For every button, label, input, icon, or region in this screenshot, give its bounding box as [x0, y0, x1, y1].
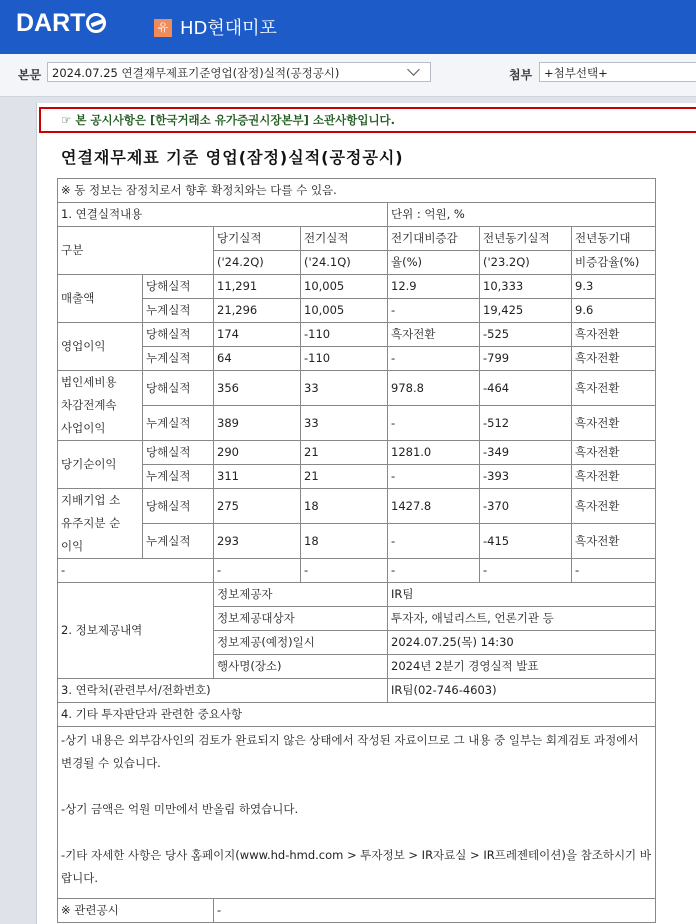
value-cell: -	[388, 347, 480, 371]
other-note-3: -기타 자세한 사항은 당사 홈페이지(www.hd-hmd.com > 투자정보 > IR자료실 > IR프레젠테이션)을 참조하시기 바랍니다.	[61, 848, 651, 885]
current-label: 당해실적	[143, 441, 214, 465]
value-cell: -	[388, 406, 480, 441]
header-qoq-1: 전기대비증감	[388, 227, 480, 251]
section3-title: 3. 연락처(관련부서/전화번호)	[58, 679, 388, 703]
header-yoy-rate-2: 비증감율(%)	[572, 251, 656, 275]
value-cell: 10,005	[301, 299, 388, 323]
value-cell: 290	[214, 441, 301, 465]
value-cell: 흑자전환	[572, 406, 656, 441]
value-cell: 19,425	[480, 299, 572, 323]
main-document-select[interactable]	[47, 62, 431, 82]
value-cell: -512	[480, 406, 572, 441]
main-document-value: 2024.07.25 연결재무제표기준영업(잠정)실적(공정공시)	[52, 66, 340, 80]
cumulative-label: 누계실적	[143, 299, 214, 323]
section4-title: 4. 기타 투자판단과 관련한 중요사항	[58, 703, 656, 727]
document-body	[36, 103, 696, 924]
attach-label: 첨부	[509, 68, 533, 82]
document-title: 연결재무제표 기준 영업(잠정)실적(공정공시)	[61, 148, 404, 167]
value-cell: -	[388, 524, 480, 559]
cumulative-label: 누계실적	[143, 406, 214, 441]
value-cell: 33	[301, 406, 388, 441]
row-name: 법인세비용 차감전계속 사업이익	[58, 371, 143, 441]
cumulative-label: 누계실적	[143, 524, 214, 559]
value-cell: 9.3	[572, 275, 656, 299]
logo-ring-icon	[86, 13, 106, 33]
value-cell: 356	[214, 371, 301, 406]
related-label: ※ 관련공시	[58, 899, 214, 923]
header-prev: 전기실적	[301, 227, 388, 251]
value-cell: 흑자전환	[572, 347, 656, 371]
value-cell: 흑자전환	[572, 524, 656, 559]
info-value: IR팀	[388, 583, 656, 607]
info-value: 2024.07.25(목) 14:30	[388, 631, 656, 655]
jurisdiction-notice: ☞ 본 공시사항은 [한국거래소 유가증권시장본부] 소관사항입니다.	[39, 107, 696, 133]
current-label: 당해실적	[143, 323, 214, 347]
note-cell: ※ 동 정보는 잠정치로서 향후 확정치와는 다를 수 있음.	[58, 179, 656, 203]
value-cell: 18	[301, 489, 388, 524]
dash-cell: -	[480, 559, 572, 583]
value-cell: -799	[480, 347, 572, 371]
value-cell: 10,005	[301, 275, 388, 299]
header-yoy-period: ('23.2Q)	[480, 251, 572, 275]
value-cell: 275	[214, 489, 301, 524]
attachment-value: +첨부선택+	[544, 66, 608, 80]
header-prev-period: ('24.1Q)	[301, 251, 388, 275]
header-current: 당기실적	[214, 227, 301, 251]
cumulative-label: 누계실적	[143, 465, 214, 489]
value-cell: -525	[480, 323, 572, 347]
header-yoy: 전년동기실적	[480, 227, 572, 251]
dash-cell: -	[388, 559, 480, 583]
disclosure-table	[57, 178, 656, 923]
company-type-badge: 유	[154, 19, 172, 37]
value-cell: 9.6	[572, 299, 656, 323]
value-cell: -	[388, 299, 480, 323]
value-cell: 11,291	[214, 275, 301, 299]
dash-cell: -	[214, 559, 301, 583]
row-name: 매출액	[58, 275, 143, 323]
info-key: 행사명(장소)	[214, 655, 388, 679]
cumulative-label: 누계실적	[143, 347, 214, 371]
value-cell: 18	[301, 524, 388, 559]
current-label: 당해실적	[143, 489, 214, 524]
value-cell: 흑자전환	[572, 441, 656, 465]
value-cell: 12.9	[388, 275, 480, 299]
value-cell: -415	[480, 524, 572, 559]
value-cell: 311	[214, 465, 301, 489]
info-key: 정보제공대상자	[214, 607, 388, 631]
dart-logo[interactable]: DART	[16, 9, 106, 38]
value-cell: 10,333	[480, 275, 572, 299]
current-label: 당해실적	[143, 275, 214, 299]
value-cell: 흑자전환	[572, 371, 656, 406]
value-cell: -	[388, 465, 480, 489]
value-cell: 흑자전환	[388, 323, 480, 347]
info-key: 정보제공자	[214, 583, 388, 607]
value-cell: 33	[301, 371, 388, 406]
header-gubun: 구분	[58, 227, 214, 275]
main-label: 본문	[18, 68, 42, 82]
value-cell: 978.8	[388, 371, 480, 406]
dash-cell: -	[572, 559, 656, 583]
row-name: 당기순이익	[58, 441, 143, 489]
value-cell: 1281.0	[388, 441, 480, 465]
value-cell: 64	[214, 347, 301, 371]
other-note-2: -상기 금액은 억원 미만에서 반올림 하였습니다.	[61, 802, 299, 816]
value-cell: -370	[480, 489, 572, 524]
value-cell: 174	[214, 323, 301, 347]
info-value: 투자자, 애널리스트, 언론기관 등	[388, 607, 656, 631]
unit-cell: 단위 : 억원, %	[388, 203, 656, 227]
value-cell: 21,296	[214, 299, 301, 323]
related-value: -	[214, 899, 656, 923]
dash-cell: -	[58, 559, 214, 583]
value-cell: 21	[301, 465, 388, 489]
value-cell: 흑자전환	[572, 489, 656, 524]
other-notes	[58, 727, 656, 899]
current-label: 당해실적	[143, 371, 214, 406]
chevron-down-icon	[407, 63, 420, 76]
value-cell: 293	[214, 524, 301, 559]
row-name: 지배기업 소 유주지분 순 이익	[58, 489, 143, 559]
header-yoy-rate-1: 전년동기대	[572, 227, 656, 251]
contact-value: IR팀(02-746-4603)	[388, 679, 656, 703]
info-key: 정보제공(예정)일시	[214, 631, 388, 655]
value-cell: -110	[301, 347, 388, 371]
value-cell: -110	[301, 323, 388, 347]
attachment-select[interactable]	[539, 62, 696, 82]
info-value: 2024년 2분기 경영실적 발표	[388, 655, 656, 679]
dash-cell: -	[301, 559, 388, 583]
value-cell: 흑자전환	[572, 323, 656, 347]
value-cell: -464	[480, 371, 572, 406]
report-selector-bar	[0, 54, 696, 97]
value-cell: -393	[480, 465, 572, 489]
section2-title: 2. 정보제공내역	[58, 583, 214, 679]
value-cell: 389	[214, 406, 301, 441]
section1-title: 1. 연결실적내용	[58, 203, 388, 227]
value-cell: -349	[480, 441, 572, 465]
value-cell: 흑자전환	[572, 465, 656, 489]
header-qoq-2: 율(%)	[388, 251, 480, 275]
other-note-1: -상기 내용은 외부감사인의 검토가 완료되지 않은 상태에서 작성된 자료이므로 그 내용 중 일부는 회계검토 과정에서 변경될 수 있습니다.	[61, 733, 639, 770]
company-name[interactable]: HD현대미포	[180, 18, 277, 39]
header-current-period: ('24.2Q)	[214, 251, 301, 275]
value-cell: 21	[301, 441, 388, 465]
value-cell: 1427.8	[388, 489, 480, 524]
row-name: 영업이익	[58, 323, 143, 371]
top-header	[0, 0, 696, 54]
